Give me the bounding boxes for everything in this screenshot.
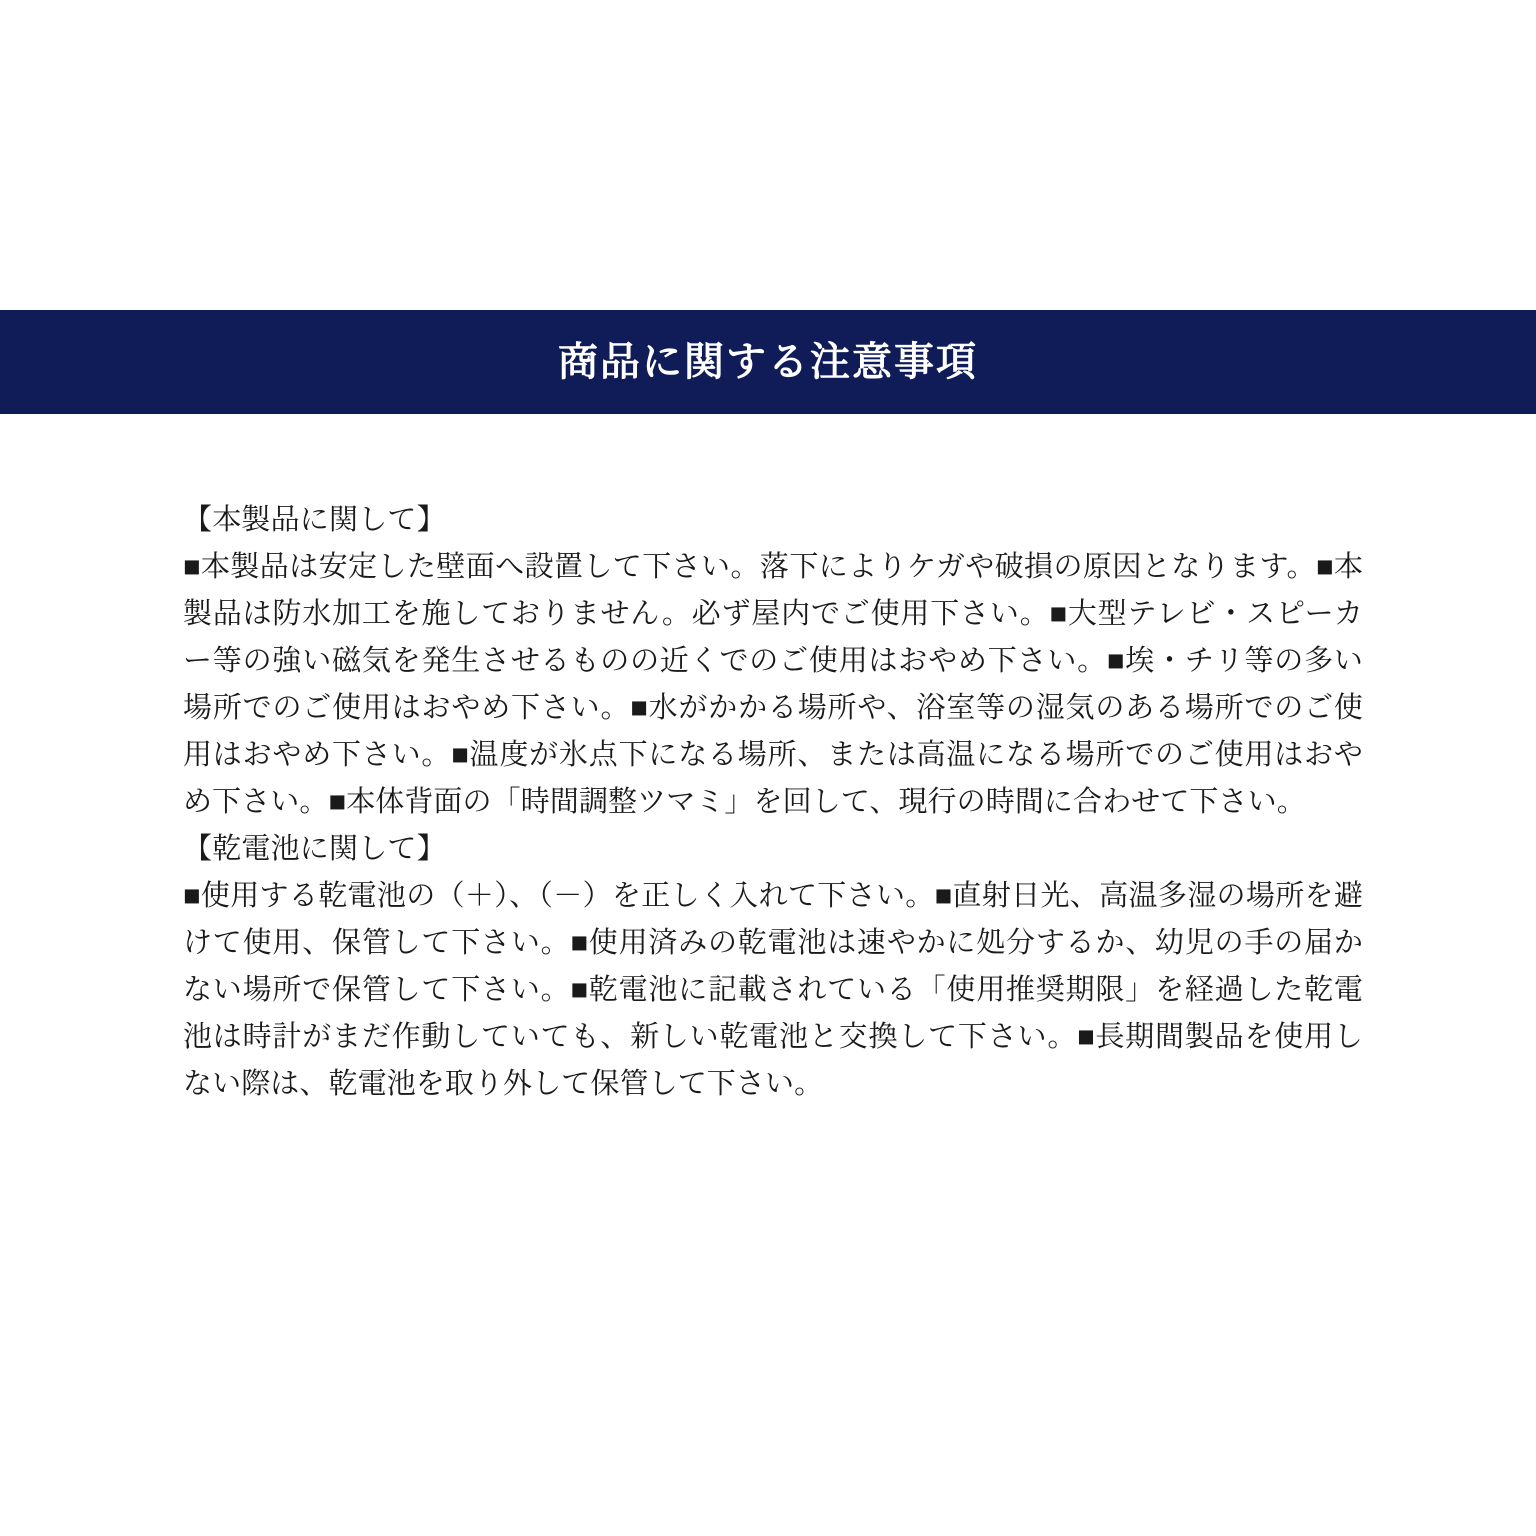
section-battery [183,826,1363,1108]
section-product-body: ■本製品は安定した壁面へ設置して下さい。落下によりケガや破損の原因となります。■本製品は防水加工を施しておりません。必ず屋内でご使用下さい。■大型テレビ・スピーカー等の強い磁気を発生させるものの近くでのご使用はおやめ下さい。■埃・チリ等の多い場所でのご使用はおやめ下さい。■水がかかる場所や、浴室等の湿気のある場所でのご使用はおやめ下さい。■温度が氷点下になる場所、または高温になる場所でのご使用はおやめ下さい。■本体背面の「時間調整ツマミ」を回して、現行の時間に合わせて下さい。 [183,550,1363,818]
page-title: 商品に関する注意事項 [558,340,978,384]
section-product-heading: 【本製品に関して】 [183,504,446,536]
notice-banner [0,310,1536,414]
notice-content [183,497,1363,1108]
section-battery-body: ■使用する乾電池の（＋）、（－）を正しく入れて下さい。■直射日光、高温多湿の場所を避けて使用、保管して下さい。■使用済みの乾電池は速やかに処分するか、幼児の手の届かない場所で保管して下さい。■乾電池に記載されている「使用推奨期限」を経過した乾電池は時計がまだ作動していても、新しい乾電池と交換して下さい。■長期間製品を使用しない際は、乾電池を取り外して保管して下さい。 [183,879,1363,1100]
section-product [183,497,1363,826]
section-battery-heading: 【乾電池に関して】 [183,832,446,865]
